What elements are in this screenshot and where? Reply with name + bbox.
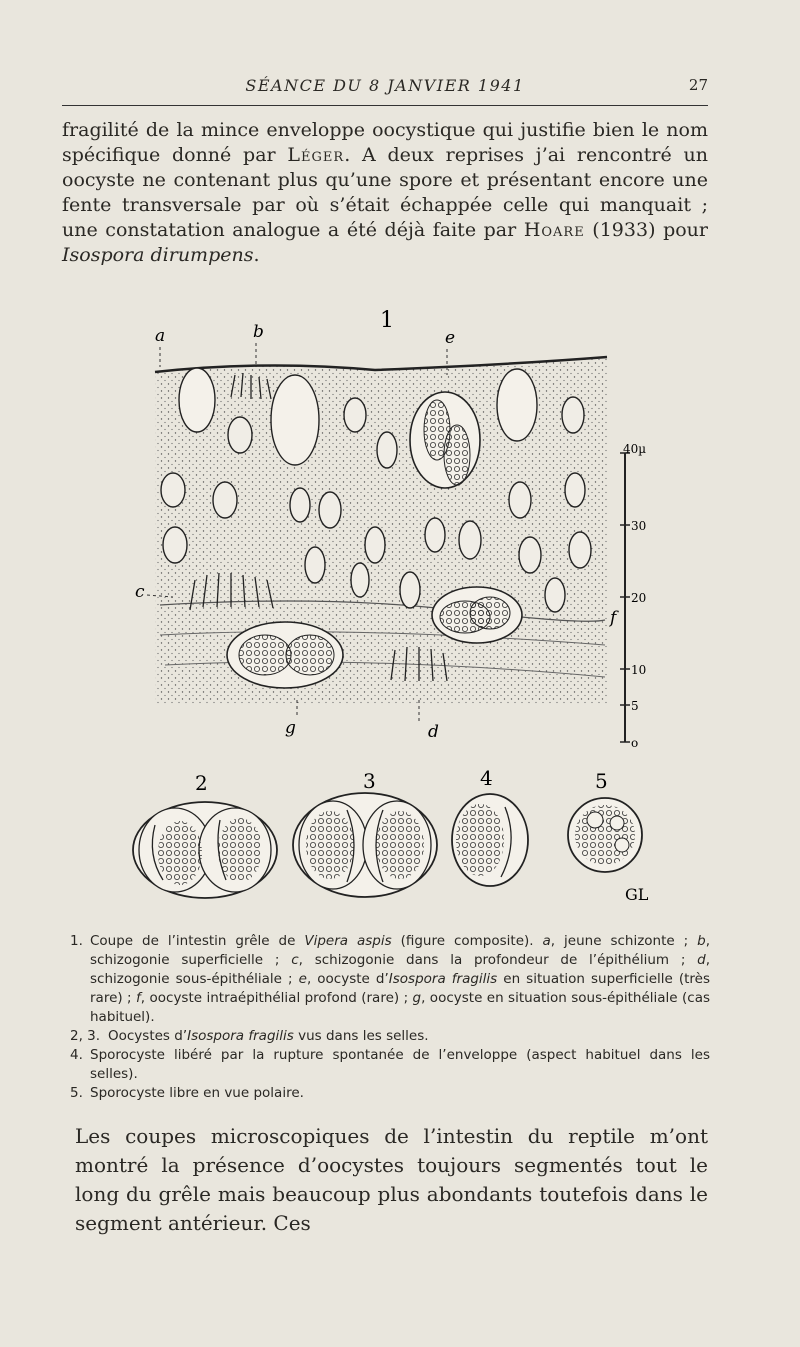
fig3-oocyst xyxy=(293,793,437,897)
caption-1-text: , schizogonie dans la profondeur de l’épithélium ; xyxy=(298,952,698,968)
fig5-number: 5 xyxy=(595,769,608,793)
caption-1-text: Coupe de l’intestin grêle de xyxy=(90,933,305,949)
scale-40: 40µ xyxy=(623,442,647,456)
caption-1-text: , schizogonie sous-épithéliale ; xyxy=(90,952,711,987)
oocyst-g xyxy=(227,622,343,688)
caption-1-text: , oocyste en situation sous-épithéliale (cas habituel). xyxy=(90,990,711,1025)
species-name: Isospora dirumpens xyxy=(62,244,254,266)
header-title: SÉANCE DU 8 JANVIER 1941 xyxy=(245,76,525,95)
caption-1-text: (figure composite). xyxy=(391,933,543,949)
oocyst-f xyxy=(432,587,522,643)
caption-1-species: Isospora fragilis xyxy=(388,971,498,987)
oocyst-e xyxy=(410,392,480,488)
scale-bar xyxy=(620,442,646,750)
p1-text-1: fragilité de la mince enveloppe oocystique qui justifie bien le nom spécifique donné par xyxy=(62,119,708,166)
caption-1-text: , oocyste intraépithélial profond (rare) ; xyxy=(140,990,413,1006)
figure-caption xyxy=(70,932,710,1103)
caption-1-letter: f xyxy=(136,990,141,1006)
caption-num-4: 5. xyxy=(70,1085,83,1101)
caption-3-text: Sporocyste libéré par la rupture spontanée de l’enveloppe (aspect habituel dans les selles). xyxy=(90,1047,710,1082)
tissue-section xyxy=(155,357,607,705)
page-number: 27 xyxy=(688,76,708,94)
caption-1-letter: d xyxy=(697,952,706,968)
caption-1-text: , oocyste d’ xyxy=(306,971,389,987)
caption-1-letter: c xyxy=(291,952,299,968)
figure-plate xyxy=(125,305,675,905)
p1-text-2: . A deux reprises j’ai rencontré un oocyste ne contenant plus qu’une spore et présentant encore une fente transversale par où s’était échappée celle qui manquait ; une constatation analogue a été déjà faite par xyxy=(62,144,708,241)
caption-item-3 xyxy=(70,1046,710,1084)
header-rule xyxy=(62,105,708,106)
caption-1-letter: a xyxy=(542,933,551,949)
fig3-number: 3 xyxy=(363,769,376,793)
label-a: a xyxy=(155,326,166,346)
author-hoare: Hoare xyxy=(523,219,585,241)
caption-2-text: vus dans les selles. xyxy=(293,1028,429,1044)
fig2-oocyst xyxy=(133,802,277,898)
label-b: b xyxy=(253,322,264,342)
caption-1-letter: e xyxy=(298,971,307,987)
scale-20: 20 xyxy=(631,591,647,605)
fig4-sporocyst xyxy=(452,794,528,886)
caption-1-letter: g xyxy=(412,990,422,1006)
caption-2-text: Oocystes d’ xyxy=(108,1028,188,1044)
author-leger: Léger xyxy=(287,144,345,166)
illustrator-signature: GL xyxy=(625,885,649,904)
p1-text-3: (1933) pour xyxy=(584,219,708,241)
fig5-sporocyst xyxy=(568,798,642,872)
caption-item-2 xyxy=(70,1027,710,1046)
label-g: g xyxy=(285,718,296,738)
scale-5: 5 xyxy=(631,699,639,713)
p1-text-4: . xyxy=(253,244,260,266)
fig2-number: 2 xyxy=(195,771,208,795)
caption-2-species: Isospora fragilis xyxy=(187,1028,294,1044)
caption-4-text: Sporocyste libre en vue polaire. xyxy=(90,1085,304,1101)
running-header xyxy=(62,76,708,104)
fig4-number: 4 xyxy=(480,766,493,790)
caption-num-1: 1. xyxy=(70,933,83,949)
fig1-number: 1 xyxy=(380,308,394,333)
caption-item-4 xyxy=(70,1084,710,1103)
scale-0: o xyxy=(631,736,639,750)
label-e: e xyxy=(445,328,456,348)
paragraph-1 xyxy=(62,118,708,268)
figure-drawing xyxy=(125,305,675,905)
caption-1-text: , jeune schizonte ; xyxy=(550,933,698,949)
scale-10: 10 xyxy=(631,663,647,677)
caption-num-3: 4. xyxy=(70,1047,83,1063)
caption-1-species: Vipera aspis xyxy=(304,933,392,949)
caption-num-2: 2, 3. xyxy=(70,1028,101,1044)
label-c: c xyxy=(135,582,145,602)
caption-item-1 xyxy=(70,932,710,1027)
scale-30: 30 xyxy=(631,519,647,533)
caption-1-letter: b xyxy=(697,933,706,949)
label-f: f xyxy=(610,608,617,628)
paragraph-2: Les coupes microscopiques de l’intestin du reptile m’ont montré la présence d’oocystes toujours segmentés tout le long du grêle mais beaucoup plus abondants toutefois dans le segment antérieur. Ces xyxy=(75,1124,708,1235)
caption-1-text: en situation superficielle (très rare) ; xyxy=(90,971,711,1006)
label-d: d xyxy=(428,722,439,742)
caption-1-text: , schizogonie superficielle ; xyxy=(90,933,711,968)
